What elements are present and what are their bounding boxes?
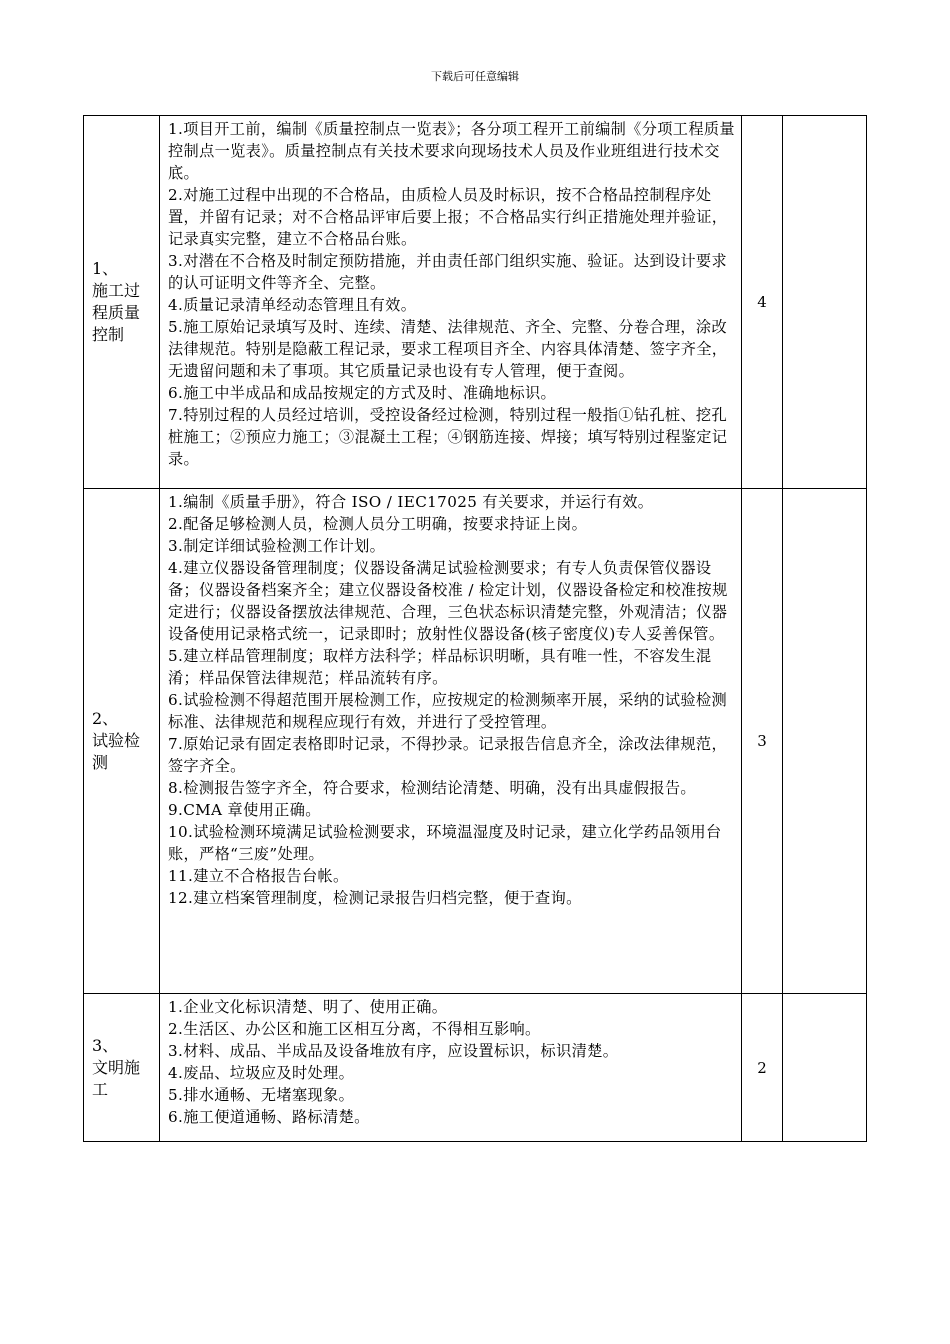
score-cell: 3 (742, 489, 783, 994)
items-cell (160, 116, 742, 489)
requirement-item: 9.CMA 章使用正确。 (168, 801, 321, 819)
table-row (84, 489, 867, 994)
table-row (84, 994, 867, 1142)
category-label-line: 1、 (92, 259, 119, 278)
table-body (84, 116, 867, 1142)
requirement-item: 11.建立不合格报告台帐。 (168, 867, 349, 885)
items-cell (160, 489, 742, 994)
requirement-item: 7.原始记录有固定表格即时记录，不得抄录。记录报告信息齐全，涂改法律规范，签字齐全。 (168, 735, 728, 775)
category-label-line: 控制 (92, 325, 125, 344)
category-label-line: 程质量 (92, 303, 141, 322)
items-cell (160, 994, 742, 1142)
requirement-item: 5.建立样品管理制度；取样方法科学；样品标识明晰，具有唯一性，不容发生混淆；样品保管法律规范；样品流转有序。 (168, 647, 712, 687)
category-label-line: 文明施 (92, 1057, 141, 1077)
page-header: 下载后可任意编辑 (431, 70, 519, 83)
score-cell: 2 (742, 994, 783, 1142)
requirement-item: 3.制定详细试验检测工作计划。 (168, 537, 386, 555)
requirement-item: 3.对潜在不合格及时制定预防措施，并由责任部门组织实施、验证。达到设计要求的认可证明文件等齐全、完整。 (168, 252, 728, 292)
requirement-item: 7.特别过程的人员经过培训，受控设备经过检测，特别过程一般指①钻孔桩、挖孔桩施工；②预应力施工；③混凝土工程；④钢筋连接、焊接；填写特别过程鉴定记录。 (168, 406, 728, 468)
requirement-item: 2.对施工过程中出现的不合格品，由质检人员及时标识，按不合格品控制程序处置，并留有记录；对不合格品评审后要上报；不合格品实行纠正措施处理并验证，记录真实完整，建立不合格品台账。 (168, 186, 728, 248)
requirement-item: 6.试验检测不得超范围开展检测工作，应按规定的检测频率开展，采纳的试验检测标准、法律规范和规程应现行有效，并进行了受控管理。 (168, 691, 728, 731)
requirement-item: 5.施工原始记录填写及时、连续、清楚、法律规范、齐全、完整、分卷合理，涂改法律规范。特别是隐蔽工程记录，要求工程项目齐全、内容具体清楚、签字齐全，无遗留问题和未了事项。其它质量记录也设有专人管理，便于查阅。 (168, 318, 728, 380)
category-label-line: 3、 (92, 1035, 119, 1055)
requirement-item: 12.建立档案管理制度，检测记录报告归档完整，便于查询。 (168, 889, 582, 907)
requirement-item: 2.生活区、办公区和施工区相互分离，不得相互影响。 (168, 1020, 541, 1038)
requirement-item: 10.试验检测环境满足试验检测要求，环境温湿度及时记录，建立化学药品领用台账，严格“三废”处理。 (168, 823, 722, 863)
score-cell: 4 (742, 116, 783, 489)
category-cell (84, 994, 160, 1142)
remarks-cell (783, 116, 867, 489)
table-row (84, 116, 867, 489)
requirement-item: 4.建立仪器设备管理制度；仪器设备满足试验检测要求；有专人负责保管仪器设备；仪器设备档案齐全；建立仪器设备校准 / 检定计划，仪器设备检定和校准按规定进行；仪器设备摆放法律规范、合理，三色状态标识清楚完整，外观清洁；仪器设备使用记录格式统一，记录即时；放射性仪器设备(核子密度仪)专人妥善保管。 (168, 559, 728, 643)
category-label-line: 2、 (92, 709, 119, 728)
remarks-cell (783, 489, 867, 994)
requirement-item: 1.企业文化标识清楚、明了、使用正确。 (168, 998, 448, 1016)
category-label-line: 试验检 (92, 731, 141, 750)
requirement-item: 2.配备足够检测人员，检测人员分工明确，按要求持证上岗。 (168, 515, 588, 533)
requirement-item: 1.编制《质量手册》，符合 ISO / IEC17025 有关要求，并运行有效。 (168, 493, 654, 511)
requirement-item: 6.施工便道通畅、路标清楚。 (168, 1108, 370, 1126)
category-label-line: 工 (92, 1079, 109, 1099)
category-cell (84, 489, 160, 994)
requirement-item: 1.项目开工前，编制《质量控制点一览表》；各分项工程开工前编制《分项工程质量控制点一览表》。质量控制点有关技术要求向现场技术人员及作业班组进行技术交底。 (168, 120, 735, 182)
remarks-cell (783, 994, 867, 1142)
requirement-item: 5.排水通畅、无堵塞现象。 (168, 1086, 355, 1104)
requirement-item: 6.施工中半成品和成品按规定的方式及时、准确地标识。 (168, 384, 557, 402)
category-label-line: 施工过 (92, 281, 141, 300)
category-cell (84, 116, 160, 489)
inspection-table (83, 115, 867, 1142)
requirement-item: 8.检测报告签字齐全，符合要求，检测结论清楚、明确，没有出具虚假报告。 (168, 779, 696, 797)
requirement-item: 4.质量记录清单经动态管理且有效。 (168, 296, 417, 314)
requirement-item: 3.材料、成品、半成品及设备堆放有序，应设置标识，标识清楚。 (168, 1042, 619, 1060)
requirement-item: 4.废品、垃圾应及时处理。 (168, 1064, 355, 1082)
category-label-line: 测 (92, 753, 109, 772)
